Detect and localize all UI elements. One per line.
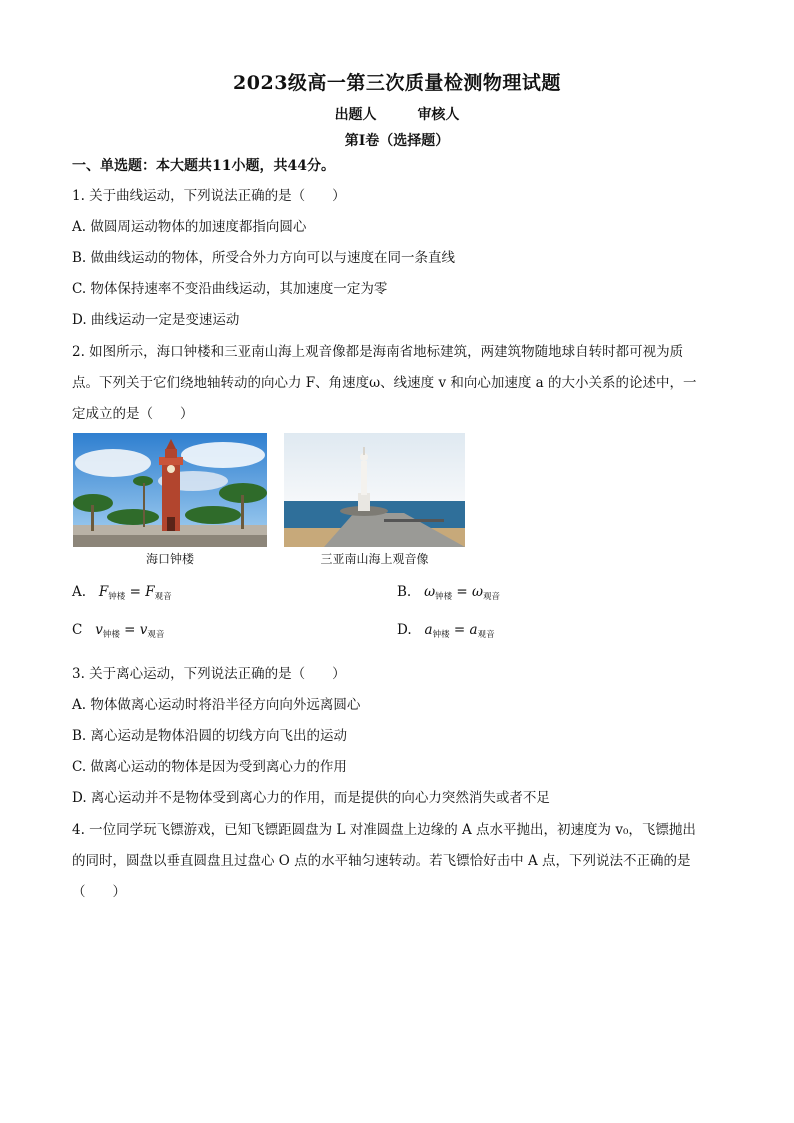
q2-stem-line2: 点。下列关于它们绕地轴转动的向心力 F、角速度ω、线速度 v 和向心加速度 a 的大小关系的论述中，一 — [72, 375, 697, 391]
part-heading: 第I卷（选择题） — [344, 133, 450, 149]
q1-option-c: C. 物体保持速率不变沿曲线运动，其加速度一定为零 — [72, 281, 388, 297]
exam-title: 2023级高一第三次质量检测物理试题 — [233, 72, 561, 94]
author-label: 出题人 — [334, 107, 377, 123]
q1-option-b: B. 做曲线运动的物体，所受合外力方向可以与速度在同一条直线 — [72, 250, 456, 266]
section-heading: 一、单选题：本大题共11小题，共44分。 — [72, 158, 335, 174]
reviewer-label: 审核人 — [417, 107, 460, 123]
q3-option-a: A. 物体做离心运动时将沿半径方向向外远离圆心 — [72, 697, 361, 713]
q3-stem: 3. 关于离心运动，下列说法正确的是（ ） — [72, 666, 346, 682]
clock-tower-photo — [73, 433, 267, 547]
q2-stem-line1: 2. 如图所示，海口钟楼和三亚南山海上观音像都是海南省地标建筑，两建筑物随地球自转时都可视为质 — [72, 344, 684, 360]
author-line — [0, 104, 794, 124]
q2-option-a: A. $F_{钟楼} = F_{观音}$ — [72, 584, 172, 602]
q4-line2: 的同时，圆盘以垂直圆盘且过盘心 O 点的水平轴匀速转动。若飞镖恰好击中 A 点，下列说法不正确的是 — [72, 853, 691, 869]
q4-line1: 4. 一位同学玩飞镖游戏，已知飞镖距圆盘为 L 对准圆盘上边缘的 A 点水平抛出，初速度为 v₀，飞镖抛出 — [72, 822, 696, 838]
q3-option-b: B. 离心运动是物体沿圆的切线方向飞出的运动 — [72, 728, 348, 744]
q2-option-d: D. $a_{钟楼} = a_{观音}$ — [397, 622, 495, 640]
q1-stem: 1. 关于曲线运动，下列说法正确的是（ ） — [72, 188, 346, 204]
clock-tower-image — [73, 433, 267, 547]
q2-stem-line3: 定成立的是（ ） — [72, 406, 194, 422]
q3-option-c: C. 做离心运动的物体是因为受到离心力的作用 — [72, 759, 347, 775]
guanyin-photo — [284, 433, 465, 547]
q1-option-d: D. 曲线运动一定是变速运动 — [72, 312, 240, 328]
q4-line3: （ ） — [72, 884, 126, 900]
q3-option-d: D. 离心运动并不是物体受到离心力的作用，而是提供的向心力突然消失或者不足 — [72, 790, 550, 806]
guanyin-image — [284, 433, 465, 547]
q2-option-b: B. $\omega_{钟楼} = \omega_{观音}$ — [397, 584, 501, 602]
guanyin-caption: 三亚南山海上观音像 — [320, 552, 429, 566]
q2-option-c: C $v_{钟楼} = v_{观音}$ — [72, 622, 165, 640]
clock-tower-caption: 海口钟楼 — [145, 552, 194, 566]
q1-option-a: A. 做圆周运动物体的加速度都指向圆心 — [72, 219, 307, 235]
